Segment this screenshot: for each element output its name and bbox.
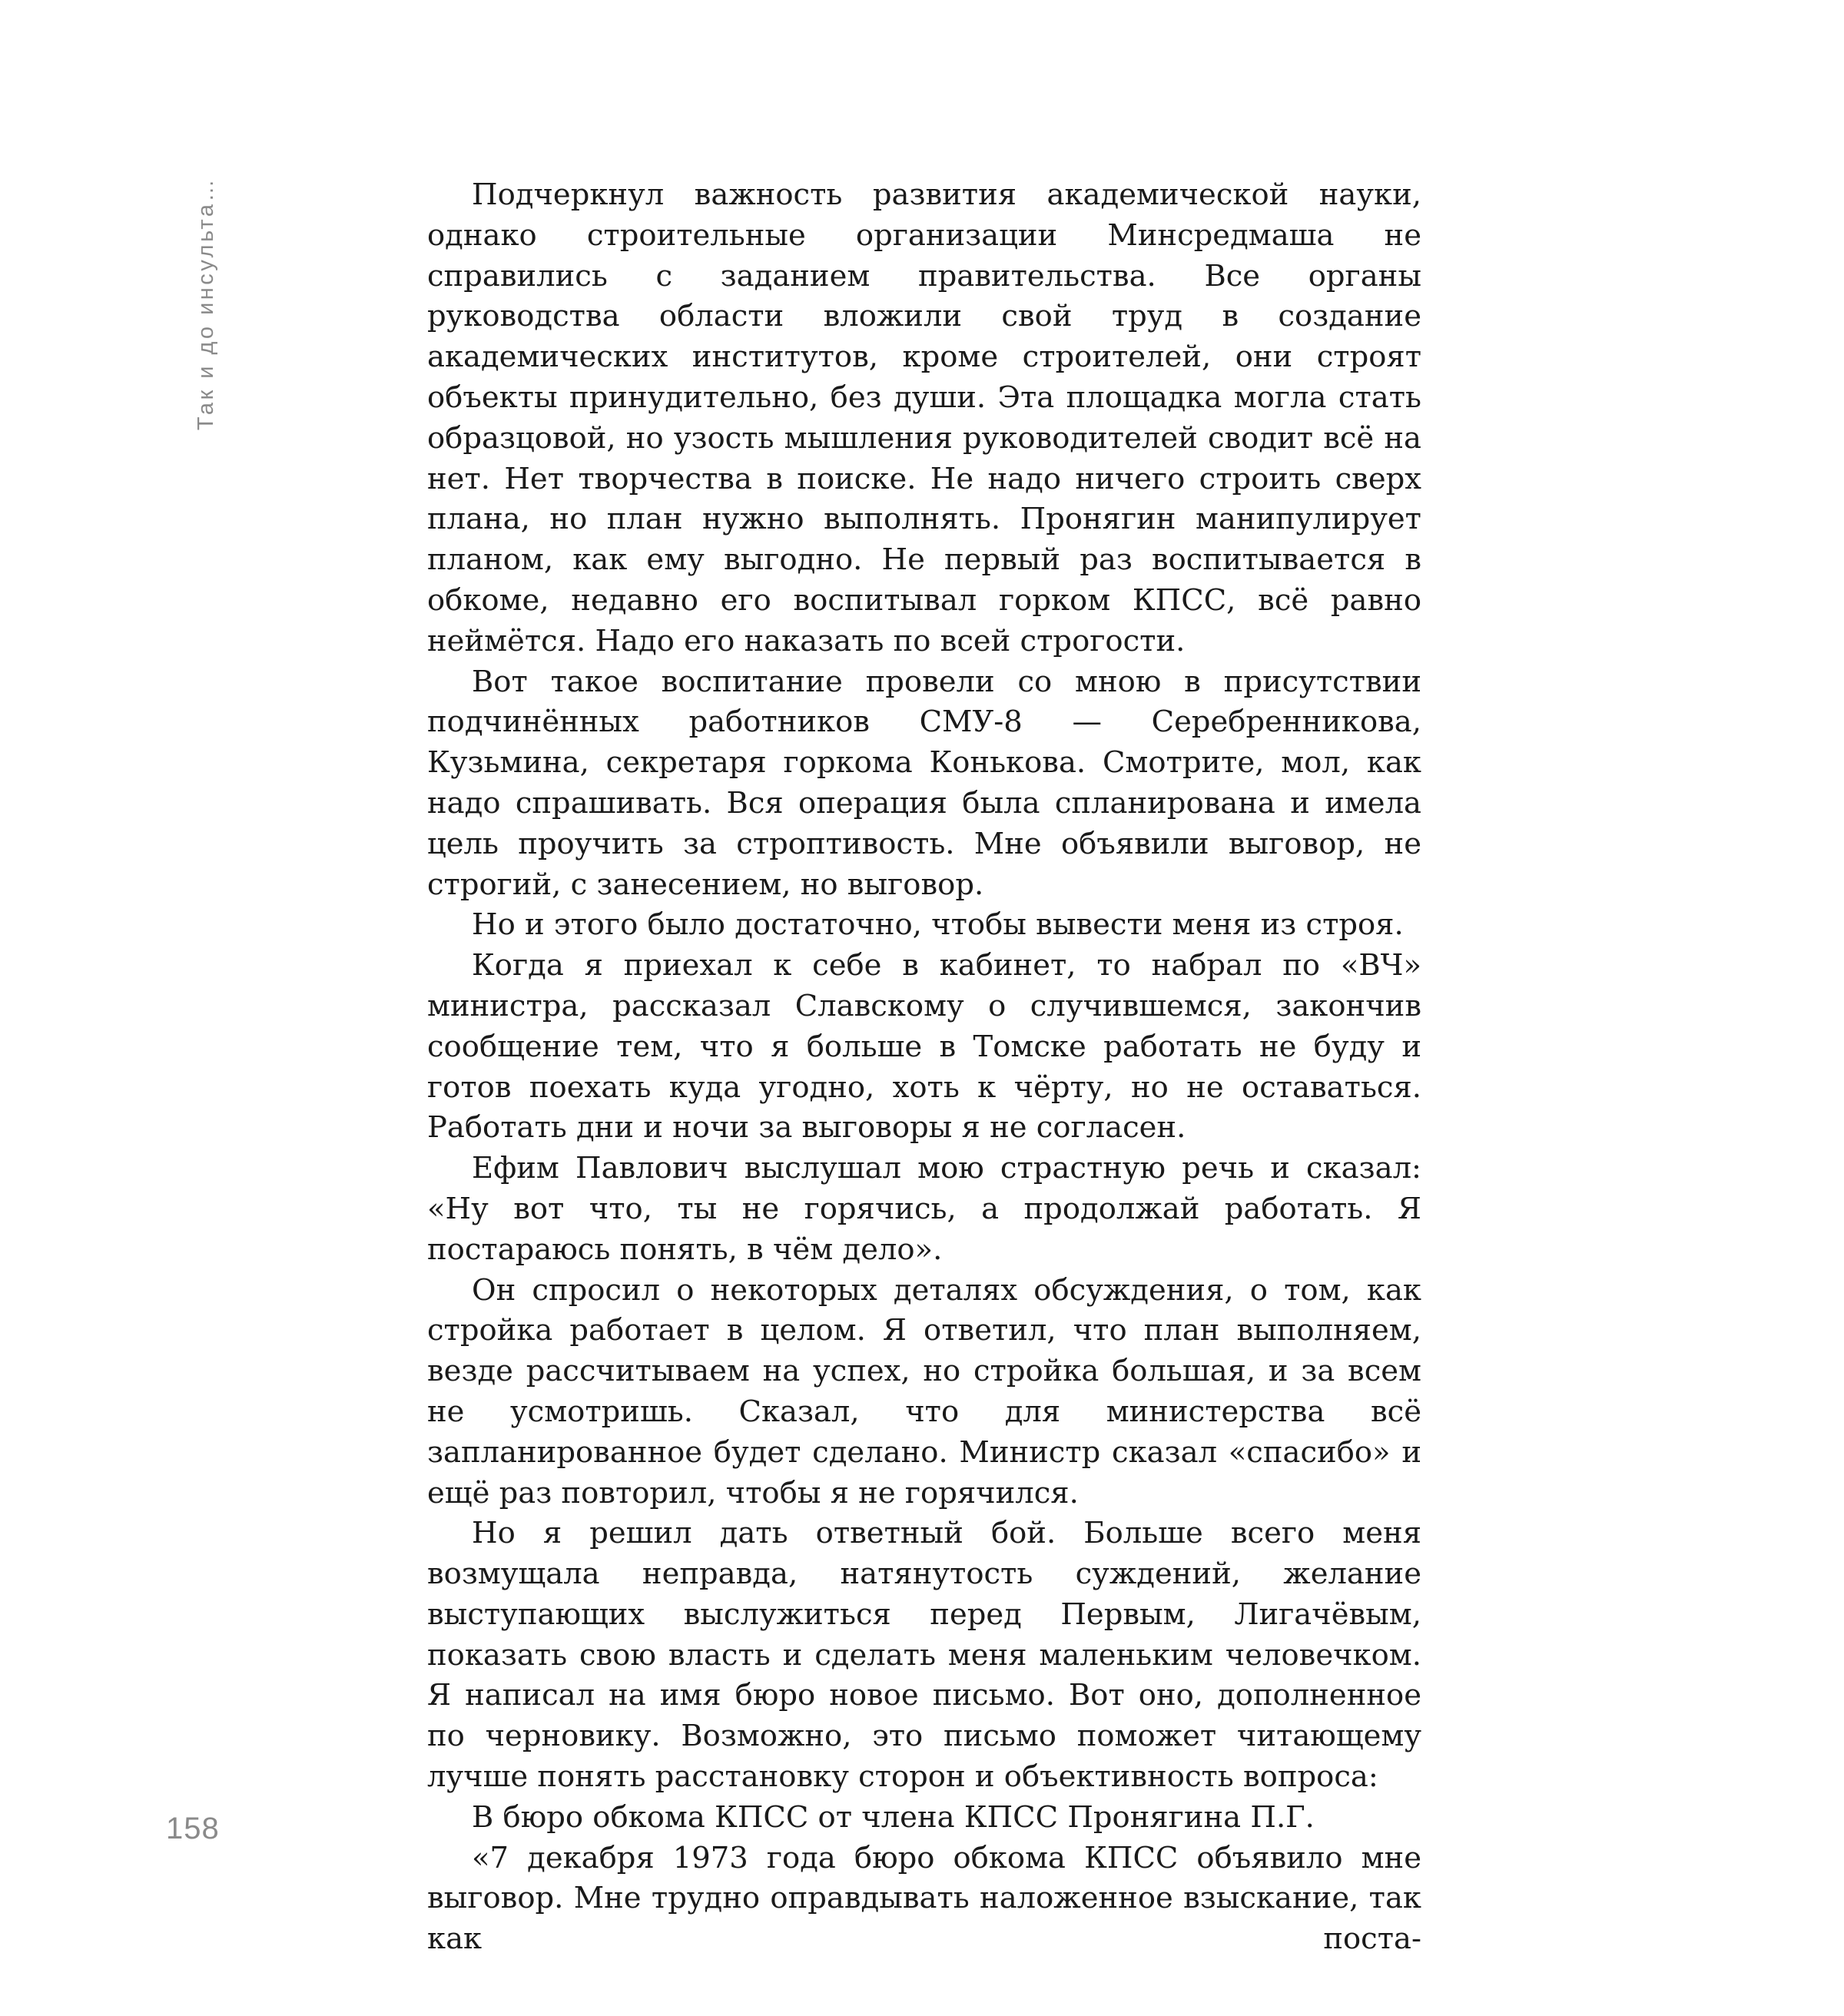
running-head (194, 177, 230, 438)
paragraph: Он спросил о некоторых деталях обсуждения, о том, как стройка работает в целом. Я ответил, что план выполняем, везде рассчитываем на успех, но стройка большая, и за всем не усмотришь. Сказал, что для министерства всё запланированное будет сделано. Министр сказал «спасибо» и ещё раз повторил, чтобы я не горячился. (427, 1272, 1421, 1510)
paragraph: Вот такое воспитание провели со мною в присутствии подчинённых работников СМУ-8 — Серебренникова, Кузьмина, секретаря горкома Конькова. Смотрите, мол, как надо спрашивать. Вся операция была спланирована и имела цель проучить за строптивость. Мне объявили выговор, не строгий, с занесением, но выговор. (427, 664, 1421, 902)
paragraph: В бюро обкома КПСС от члена КПСС Пронягина П.Г. (472, 1799, 1315, 1835)
paragraph: Ефим Павлович выслушал мою страстную речь и сказал: «Ну вот что, ты не горячись, а продолжай работать. Я постараюсь понять, в чём дело». (427, 1151, 1421, 1267)
paragraph: Подчеркнул важность развития академической науки, однако строительные организации Минсредмаша не справились с заданием правительства. Все органы руководства области вложили свой труд в создание академических институтов, кроме строителей, они строят объекты принудительно, без души. Эта площадка могла стать образцовой, но узость мышления руководителей сводит всё на нет. Нет творчества в поиске. Не надо ничего строить сверх плана, но план нужно выполнять. Пронягин манипулирует планом, как ему выгодно. Не первый раз воспитывается в обкоме, недавно его воспитывал горком КПСС, всё равно неймётся. Надо его наказать по всей строгости. (427, 177, 1421, 658)
page-number: 158 (166, 1812, 220, 1845)
paragraph: Но я решил дать ответный бой. Больше всего меня возмущала неправда, натянутость суждений, желание выступающих выслужиться перед Первым, Лигачёвым, показать свою власть и сделать меня маленьким человечком. Я написал на имя бюро новое письмо. Вот оно, дополненное по черновику. Возможно, это письмо поможет читающему лучше понять расстановку сторон и объективность вопроса: (427, 1516, 1421, 1795)
paragraph: Когда я приехал к себе в кабинет, то набрал по «ВЧ» министра, рассказал Славскому о случившемся, закончив сообщение тем, что я больше в Томске работать не буду и готов поехать куда угодно, хоть к чёрту, но не оставаться. Работать дни и ночи за выговоры я не согласен. (427, 948, 1421, 1146)
paragraph: Но и этого было достаточно, чтобы вывести меня из строя. (472, 907, 1404, 943)
body-text (427, 175, 1421, 1960)
running-head-text: Так и до инсульта… (194, 177, 218, 431)
paragraph: «7 декабря 1973 года бюро обкома КПСС объявило мне выговор. Мне трудно оправдывать наложенное взыскание, так как поста- (427, 1840, 1421, 1957)
